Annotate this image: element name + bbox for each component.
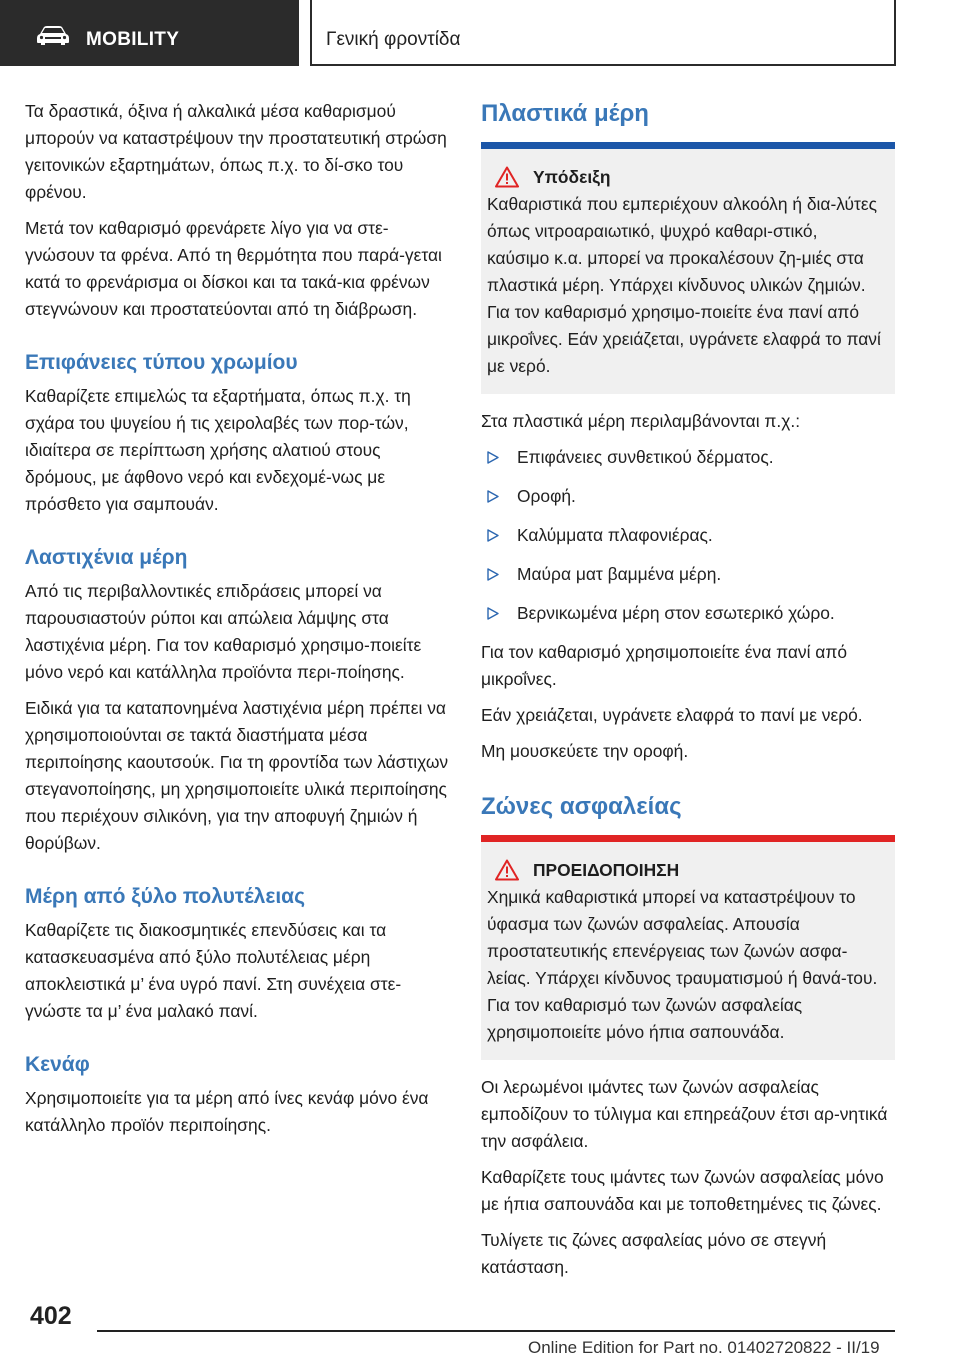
list-item bbox=[481, 600, 895, 627]
heading-kenaf: Κενάφ bbox=[25, 1053, 90, 1076]
heading-seatbelts: Ζώνες ασφαλείας bbox=[481, 793, 682, 820]
notice-title-text: Υπόδειξη bbox=[533, 166, 611, 187]
triangle-bullet-icon bbox=[487, 568, 499, 581]
warning-title-text: ΠΡΟΕΙΔΟΠΟΙΗΣΗ bbox=[533, 859, 680, 880]
footer-divider bbox=[97, 1330, 895, 1332]
paragraph: Τα δραστικά, όξινα ή αλκαλικά μέσα καθαρισμού μπορούν να καταστρέψουν την προστατευτική στρώση γειτονικών εξαρτημάτων, όπως π.χ. το δί‐σκο του φρένου. bbox=[25, 101, 447, 202]
chapter-tab bbox=[0, 0, 299, 66]
list-item-text: Βερνικωμένα μέρη στον εσωτερικό χώρο. bbox=[517, 603, 835, 623]
paragraph: Εάν χρειάζεται, υγράνετε ελαφρά το πανί με νερό. bbox=[481, 705, 863, 725]
section-title: Γενική φροντίδα bbox=[326, 29, 461, 50]
left-column bbox=[25, 98, 455, 1148]
list-item-text: Οροφή. bbox=[517, 486, 576, 506]
paragraph: Από τις περιβαλλοντικές επιδράσεις μπορεί να παρουσιαστούν ρύποι και απώλεια λάμψης στα λαστιχένια μέρη. Για τον καθαρισμό χρησιμο‐ποιείτε μόνο νερό και κατάλληλα προϊόντα περι‐ποίησης. bbox=[25, 581, 422, 682]
triangle-bullet-icon bbox=[487, 490, 499, 503]
heading-wood: Μέρη από ξύλο πολυτέλειας bbox=[25, 885, 305, 908]
list-item-text: Καλύμματα πλαφονιέρας. bbox=[517, 525, 713, 545]
notice-title bbox=[487, 163, 883, 191]
warning-triangle-icon bbox=[495, 859, 519, 881]
car-icon bbox=[36, 25, 70, 45]
paragraph: Για τον καθαρισμό χρησιμοποιείτε ένα πανί από μικροΐνες. bbox=[481, 642, 848, 689]
list-item bbox=[481, 522, 895, 549]
paragraph: Καθαρίζετε επιμελώς τα εξαρτήματα, όπως π.χ. τη σχάρα του ψυγείου ή τις χειρολαβές των πορ‐τών, ιδιαίτερα σε περίπτωση χρήσης αλατιού στους δρόμους, με άφθονο νερό και ενδεχομέ‐νως με πρόσθετο για σαμπουάν. bbox=[25, 386, 411, 514]
triangle-bullet-icon bbox=[487, 529, 499, 542]
plastic-parts-list bbox=[481, 444, 895, 627]
notice-box bbox=[481, 142, 895, 394]
edition-info: Online Edition for Part no. 01402720822 - II/19 bbox=[528, 1338, 880, 1357]
list-item bbox=[481, 444, 895, 471]
chapter-title: MOBILITY bbox=[86, 29, 180, 50]
paragraph: Καθαρίζετε τις διακοσμητικές επενδύσεις και τα κατασκευασμένα από ξύλο πολυτέλειας μέρη αποκλειστικά μ’ ένα υγρό πανί. Στη συνέχεια στε‐γνώστε τα μ’ ένα μαλακό πανί. bbox=[25, 920, 402, 1021]
list-item bbox=[481, 483, 895, 510]
warning-title bbox=[487, 856, 883, 884]
page-number: 402 bbox=[30, 1302, 72, 1330]
paragraph: Χρησιμοποιείτε για τα μέρη από ίνες κενάφ μόνο ένα κατάλληλο προϊόν περιποίησης. bbox=[25, 1088, 429, 1135]
right-column bbox=[481, 98, 895, 1290]
paragraph: Μη μουσκεύετε την οροφή. bbox=[481, 741, 689, 761]
section-tab bbox=[310, 0, 896, 66]
heading-rubber: Λαστιχένια μέρη bbox=[25, 546, 188, 569]
paragraph: Οι λερωμένοι ιμάντες των ζωνών ασφαλείας εμποδίζουν το τύλιγμα και επηρεάζουν έτσι αρ‐νητικά την ασφάλεια. bbox=[481, 1077, 888, 1151]
paragraph: Τυλίγετε τις ζώνες ασφαλείας μόνο σε στεγνή κατάσταση. bbox=[481, 1230, 827, 1277]
heading-chrome: Επιφάνειες τύπου χρωμίου bbox=[25, 351, 298, 374]
page-header bbox=[0, 0, 960, 66]
triangle-bullet-icon bbox=[487, 451, 499, 464]
list-item-text: Μαύρα ματ βαμμένα μέρη. bbox=[517, 564, 722, 584]
heading-plastic: Πλαστικά μέρη bbox=[481, 100, 649, 127]
notice-text: Καθαριστικά που εμπεριέχουν αλκοόλη ή δια‐λύτες όπως νιτροαραιωτικό, ψυχρό καθαρι‐στικό, καύσιμο κ.α. μπορεί να προκαλέσουν ζη‐μιές στα πλαστικά μέρη. Υπάρχει κίνδυνος υλικών ζημιών. Για τον καθαρισμό χρησιμο‐ποιείτε ένα πανί από μικροΐνες. Εάν χρειάζεται, υγράνετε ελαφρά το πανί με νερό. bbox=[487, 194, 881, 376]
paragraph: Καθαρίζετε τους ιμάντες των ζωνών ασφαλείας μόνο με ήπια σαπουνάδα και με τοποθετημένες τις ζώνες. bbox=[481, 1167, 884, 1214]
paragraph: Στα πλαστικά μέρη περιλαμβάνονται π.χ.: bbox=[481, 411, 801, 431]
list-item-text: Επιφάνειες συνθετικού δέρματος. bbox=[517, 447, 774, 467]
warning-triangle-icon bbox=[495, 166, 519, 188]
warning-box bbox=[481, 835, 895, 1060]
list-item bbox=[481, 561, 895, 588]
paragraph: Μετά τον καθαρισμό φρενάρετε λίγο για να στε‐γνώσουν τα φρένα. Από τη θερμότητα που παρά‐γεται κατά το φρενάρισμα οι δίσκοι και τα τακά‐κια φρένων στεγνώνουν και προστατεύονται από τη διάβρωση. bbox=[25, 218, 442, 319]
triangle-bullet-icon bbox=[487, 607, 499, 620]
warning-text: Χημικά καθαριστικά μπορεί να καταστρέψουν το ύφασμα των ζωνών ασφαλείας. Απουσία προστατευτικής επενέργειας των ζωνών ασφα‐λείας. Υπάρχει κίνδυνος τραυματισμού ή θανά‐του. Για τον καθαρισμό των ζωνών ασφαλείας χρησιμοποιείτε μόνο ήπια σαπουνάδα. bbox=[487, 887, 878, 1042]
paragraph: Ειδικά για τα καταπονημένα λαστιχένια μέρη πρέπει να χρησιμοποιούνται σε τακτά διαστήματα μέσα περιποίησης καουτσούκ. Για τη φροντίδα των λάστιχων στεγανοποίησης, μη χρησιμοποιείτε υλικά περιποίησης που περιέχουν σιλικόνη, για την αποφυγή ζημιών ή θορύβων. bbox=[25, 698, 449, 853]
